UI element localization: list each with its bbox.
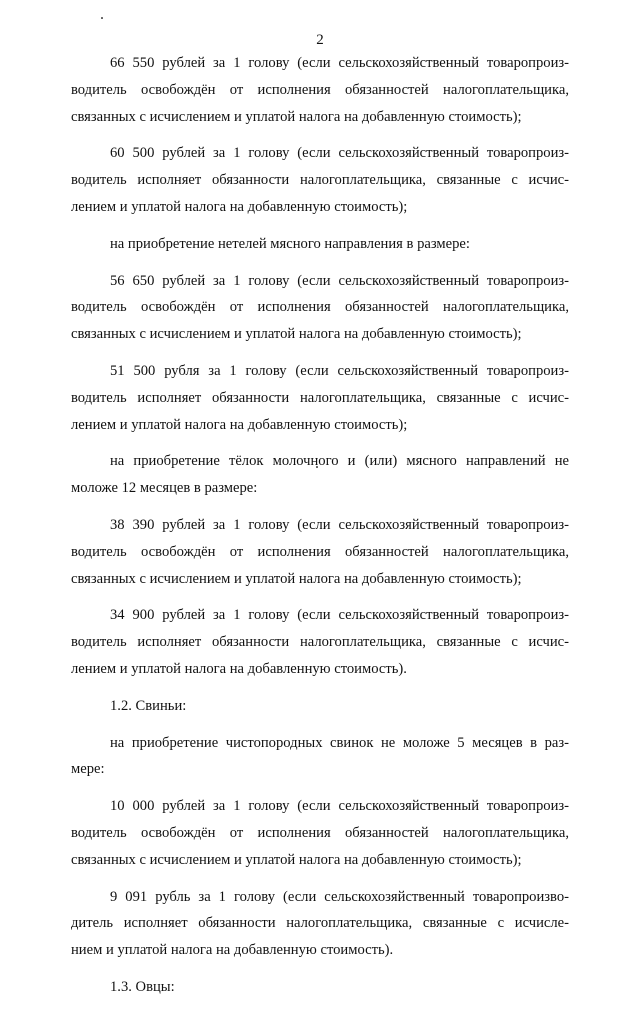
text-line: водитель исполняет обязанности налогоплательщика, связанные с исчис- [71, 172, 569, 189]
paragraph [71, 268, 569, 348]
paragraph [71, 602, 569, 682]
text-line: 1.3. Овцы: [110, 978, 175, 995]
text-line: водитель освобождён от исполнения обязанностей налогоплательщика, [71, 824, 569, 841]
text-line: водитель освобождён от исполнения обязанностей налогоплательщика, [71, 299, 569, 316]
text-line: водитель освобождён от исполнения обязанностей налогоплательщика, [71, 543, 569, 560]
paragraph [71, 693, 569, 720]
text-line: на приобретение чистопородных свинок не моложе 5 месяцев в раз- [110, 734, 569, 751]
text-line: 60 500 рублей за 1 голову (если сельскохозяйственный товаропроиз- [110, 145, 569, 162]
text-line: 34 900 рублей за 1 голову (если сельскохозяйственный товаропроиз- [110, 607, 569, 624]
text-line: нием и уплатой налога на добавленную стоимость). [71, 942, 394, 959]
text-line: связанных с исчислением и уплатой налога на добавленную стоимость); [71, 108, 522, 125]
paragraph [71, 974, 569, 1001]
text-line: на приобретение тёлок молочного и (или) мясного направлений не [110, 453, 569, 470]
text-line: мере: [71, 761, 105, 778]
paragraph [71, 512, 569, 592]
text-line: водитель исполняет обязанности налогоплательщика, связанные с исчис- [71, 389, 569, 406]
text-line: 66 550 рублей за 1 голову (если сельскохозяйственный товаропроиз- [110, 55, 569, 71]
text-line: водитель исполняет обязанности налогоплательщика, связанные с исчис- [71, 634, 569, 651]
text-line: лением и уплатой налога на добавленную стоимость); [71, 416, 408, 433]
paragraph [71, 884, 569, 964]
paragraph [71, 140, 569, 220]
text-line: лением и уплатой налога на добавленную стоимость); [71, 198, 408, 215]
text-line: 51 500 рубля за 1 голову (если сельскохозяйственный товаропроиз- [110, 362, 569, 379]
paragraph [71, 793, 569, 873]
text-line: 10 000 рублей за 1 голову (если сельскохозяйственный товаропроиз- [110, 798, 569, 815]
page-number: 2 [316, 32, 324, 48]
text-line: водитель освобождён от исполнения обязанностей налогоплательщика, [71, 81, 569, 98]
text-line: на приобретение нетелей мясного направления в размере: [110, 235, 470, 252]
text-line: 1.2. Свиньи: [110, 697, 187, 714]
text-line: моложе 12 месяцев в размере: [71, 480, 258, 497]
text-line: дитель исполняет обязанности налогоплательщика, связанные с исчисле- [71, 915, 569, 932]
paragraph [71, 730, 569, 784]
text-line: лением и уплатой налога на добавленную стоимость). [71, 660, 407, 677]
text-line: связанных с исчислением и уплатой налога на добавленную стоимость); [71, 570, 522, 587]
text-line: 56 650 рублей за 1 голову (если сельскохозяйственный товаропроиз- [110, 272, 569, 289]
text-line: 38 390 рублей за 1 голову (если сельскохозяйственный товаропроиз- [110, 516, 569, 533]
paragraph [71, 50, 569, 130]
text-line: 9 091 рубль за 1 голову (если сельскохозяйственный товаропроизво- [110, 888, 569, 905]
text-line: связанных с исчислением и уплатой налога на добавленную стоимость); [71, 851, 522, 868]
document-body [71, 50, 569, 1011]
paragraph [71, 448, 569, 502]
paragraph [71, 358, 569, 438]
text-line: связанных с исчислением и уплатой налога на добавленную стоимость); [71, 326, 522, 343]
scan-speck [101, 17, 103, 19]
paragraph [71, 231, 569, 258]
